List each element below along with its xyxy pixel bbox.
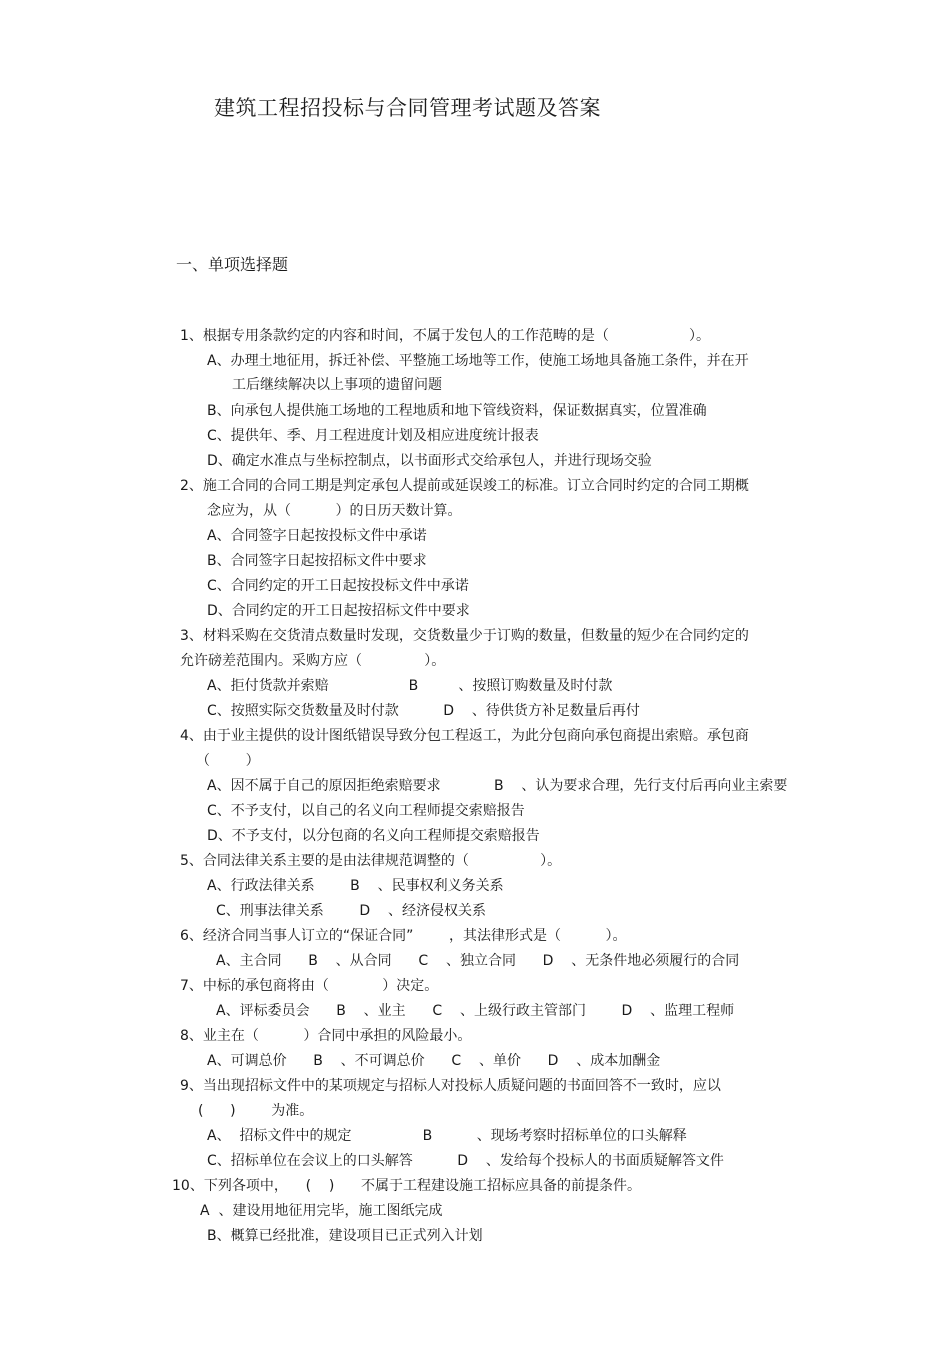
q9-options-ab: A、 招标文件中的规定 B 、现场考察时招标单位的口头解释 [207,1128,687,1144]
question-9-cont: ( ) 为准。 [198,1103,314,1119]
q1-option-d: D、确定水准点与坐标控制点，以书面形式交给承包人，并进行现场交验 [207,453,652,469]
q5-options-ab: A、行政法律关系 B 、民事权利义务关系 [207,878,504,894]
q5-options-cd: C、刑事法律关系 D 、经济侵权关系 [216,903,486,919]
question-5: 5、合同法律关系主要的是由法律规范调整的（ ）。 [180,853,562,869]
q2-option-d: D、合同约定的开工日起按招标文件中要求 [207,603,470,619]
question-1: 1、根据专用条款约定的内容和时间，不属于发包人的工作范畴的是（ ）。 [180,328,711,344]
q4-option-c: C、不予支付，以自己的名义向工程师提交索赔报告 [207,803,525,819]
question-8: 8、业主在（ ）合同中承担的风险最小。 [180,1028,472,1044]
q4-options-ab: A、因不属于自己的原因拒绝索赔要求 B 、认为要求合理，先行支付后再向业主索要 [207,778,788,794]
question-4: 4、由于业主提供的设计图纸错误导致分包工程返工，为此分包商向承包商提出索赔。承包商 [180,728,749,744]
q7-options: A、评标委员会 B 、业主 C 、上级行政主管部门 D 、监理工程师 [216,1003,735,1019]
question-4-cont: （ ） [196,753,260,769]
question-10: 10、下列各项中， ( ) 不属于工程建设施工招标应具备的前提条件。 [172,1178,642,1194]
q10-option-b: B、概算已经批准，建设项目已正式列入计划 [207,1228,483,1244]
q2-option-a: A、合同签字日起按投标文件中承诺 [207,528,427,544]
q1-option-c: C、提供年、季、月工程进度计划及相应进度统计报表 [207,428,539,444]
q3-options-cd: C、按照实际交货数量及时付款 D 、待供货方补足数量后再付 [207,703,640,719]
question-6: 6、经济合同当事人订立的“保证合同” ，其法律形式是（ ）。 [180,928,627,944]
document-title: 建筑工程招投标与合同管理考试题及答案 [214,96,601,120]
q8-options: A、可调总价 B 、不可调总价 C 、单价 D 、成本加酬金 [207,1053,661,1069]
question-3: 3、材料采购在交货清点数量时发现，交货数量少于订购的数量，但数量的短少在合同约定的 [180,628,749,644]
question-3-cont: 允许磅差范围内。采购方应（ ）。 [180,653,446,669]
question-2: 2、施工合同的合同工期是判定承包人提前或延误竣工的标准。订立合同时约定的合同工期概 [180,478,749,494]
q1-option-a-cont: 工后继续解决以上事项的遗留问题 [232,377,442,393]
section-heading: 一、单项选择题 [176,255,289,274]
question-9: 9、当出现招标文件中的某项规定与招标人对投标人质疑问题的书面回答不一致时，应以 [180,1078,721,1094]
q4-option-d: D、不予支付，以分包商的名义向工程师提交索赔报告 [207,828,540,844]
q9-options-cd: C、招标单位在会议上的口头解答 D 、发给每个投标人的书面质疑解答文件 [207,1153,724,1169]
q3-options-ab: A、拒付货款并索赔 B 、按照订购数量及时付款 [207,678,613,694]
question-7: 7、中标的承包商将由（ ）决定。 [180,978,439,994]
q2-option-b: B、合同签字日起按招标文件中要求 [207,553,427,569]
q1-option-a: A、办理土地征用，拆迁补偿、平整施工场地等工作，使施工场地具备施工条件，并在开 [207,353,749,369]
question-2-cont: 念应为，从（ ）的日历天数计算。 [207,503,462,519]
q10-option-a: A 、建设用地征用完毕，施工图纸完成 [200,1203,443,1219]
q1-option-b: B、向承包人提供施工场地的工程地质和地下管线资料，保证数据真实，位置准确 [207,403,707,419]
q2-option-c: C、合同约定的开工日起按投标文件中承诺 [207,578,469,594]
q6-options: A、主合同 B 、从合同 C 、独立合同 D 、无条件地必须履行的合同 [216,953,740,969]
